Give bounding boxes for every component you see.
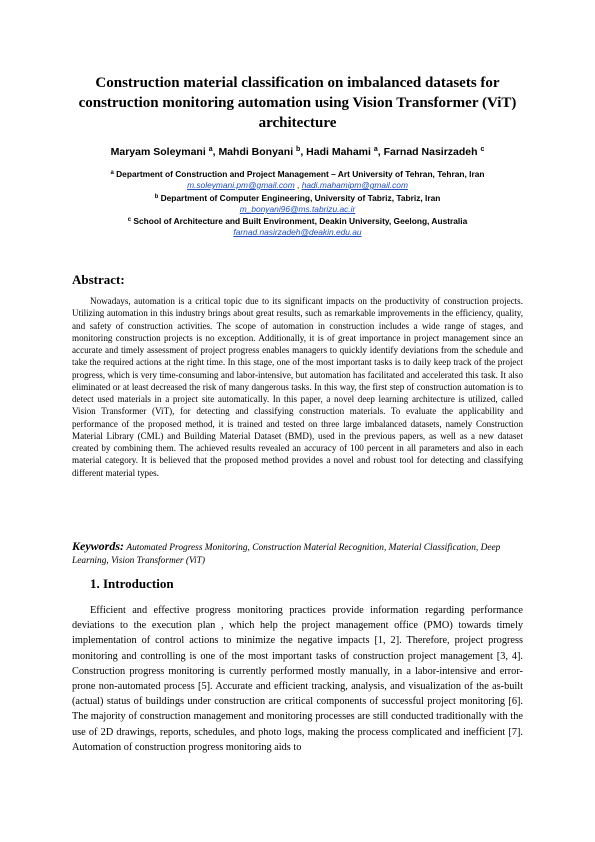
affiliation-text: School of Architecture and Built Environment, Deakin University, Geelong, Australia — [133, 216, 468, 226]
keywords — [72, 540, 523, 568]
author-affiliation-mark: a — [208, 146, 213, 153]
author-name: Hadi Mahami — [306, 146, 371, 158]
affiliation-mark: a — [110, 170, 114, 176]
author-name: Maryam Soleymani — [110, 146, 206, 158]
affiliation-b — [40, 192, 555, 215]
email-link[interactable]: farnad.nasirzadeh@deakin.edu.au — [233, 227, 362, 237]
introduction-text: Efficient and effective progress monitoring practices provide information regarding performance deviations to the execution plan , which help the project management office (PMO) towards timely implementation of control actions to minimize the negative impacts [1, 2]. Therefore, project progress monitoring and controlling is one of the most important tasks of construction project management [3, 4]. Construction progress monitoring is currently performed mostly manually, in a labor-intensive and error-prone non-automated process [5]. Accurate and efficient tracking, analysis, and visualization of the as-built (actual) status of buildings under construction are critical components of successful project monitoring [6]. The majority of construction management and monitoring processes are still conducted traditionally with the use of 2D drawings, reports, schedules, and photo logs, making the process complicated and inefficient [7]. Automation of construction progress monitoring aids to — [72, 605, 523, 753]
keywords-label: Keywords: — [72, 539, 124, 553]
affiliation-a — [40, 168, 555, 191]
email-link[interactable]: m.soleymani.pm@gmail.com — [187, 180, 295, 190]
affiliation-text: Department of Computer Engineering, University of Tabriz, Tabriz, Iran — [160, 193, 441, 203]
affiliation-c — [40, 215, 555, 238]
author-separator: , — [300, 146, 307, 158]
email-link[interactable]: m_bonyani96@ms.tabrizu.ac.ir — [239, 204, 356, 214]
author-name: Mahdi Bonyani — [218, 146, 294, 158]
author-separator: , — [377, 146, 384, 158]
author-affiliation-mark: c — [480, 146, 485, 153]
abstract-text: Nowadays, automation is a critical topic due to its significant impacts on the productivity of construction projects. Utilizing automation in this industry brings about great results, such as remarkable improvements in the efficiency, quality, and safety of construction activities. The scope of automation in construction includes a wide range of stages, and monitoring construction projects is no exception. Additionally, it is of great importance in project management since an accurate and timely assessment of project progress enables managers to quickly identify deviations from the schedule and take the required actions at the right time. In this stage, one of the most important tasks is to daily keep track of the project progress, which is very time-consuming and labor-intensive, but automation has facilitated and accelerated this task. It also eliminated or at least decreased the risk of many dangerous tasks. In this way, the first step of construction automation is to detect used materials in a project site automatically. In this paper, a novel deep learning architecture is utilized, called Vision Transformer (ViT), for detecting and classifying construction materials. To evaluate the applicability and performance of the proposed method, it is trained and tested on three large imbalanced datasets, namely Construction Material Library (CML) and Building Material Dataset (BMD), used in the previous papers, as well as a new dataset created by combining them. The achieved results revealed an accuracy of 100 percent in all parameters and also in each material category. It is believed that the proposed method provides a novel and robust tool for detecting and classifying different material types. — [72, 296, 523, 478]
author-name: Farnad Nasirzadeh — [383, 146, 478, 158]
affiliation-text: Department of Construction and Project Management – Art University of Tehran, Tehran, Iran — [116, 169, 485, 179]
author-list — [40, 143, 555, 159]
email-separator: , — [294, 180, 302, 190]
author-separator: , — [212, 146, 219, 158]
email-link[interactable]: hadi.mahamipm@gmail.com — [301, 180, 408, 190]
affiliation-mark: c — [127, 217, 132, 223]
author-affiliation-mark: a — [373, 146, 378, 153]
author-affiliation-mark: b — [296, 146, 301, 153]
keywords-text: Automated Progress Monitoring, Construction Material Recognition, Material Classification, Deep Learning, Vision Transformer (ViT) — [72, 543, 501, 566]
paper-title: Construction material classification on imbalanced datasets for construction monitoring automation using Vision Transformer (ViT) architecture — [78, 75, 517, 131]
introduction-heading: 1. Introduction — [90, 576, 174, 591]
abstract-heading: Abstract: — [72, 272, 125, 287]
affiliation-mark: b — [154, 194, 159, 200]
